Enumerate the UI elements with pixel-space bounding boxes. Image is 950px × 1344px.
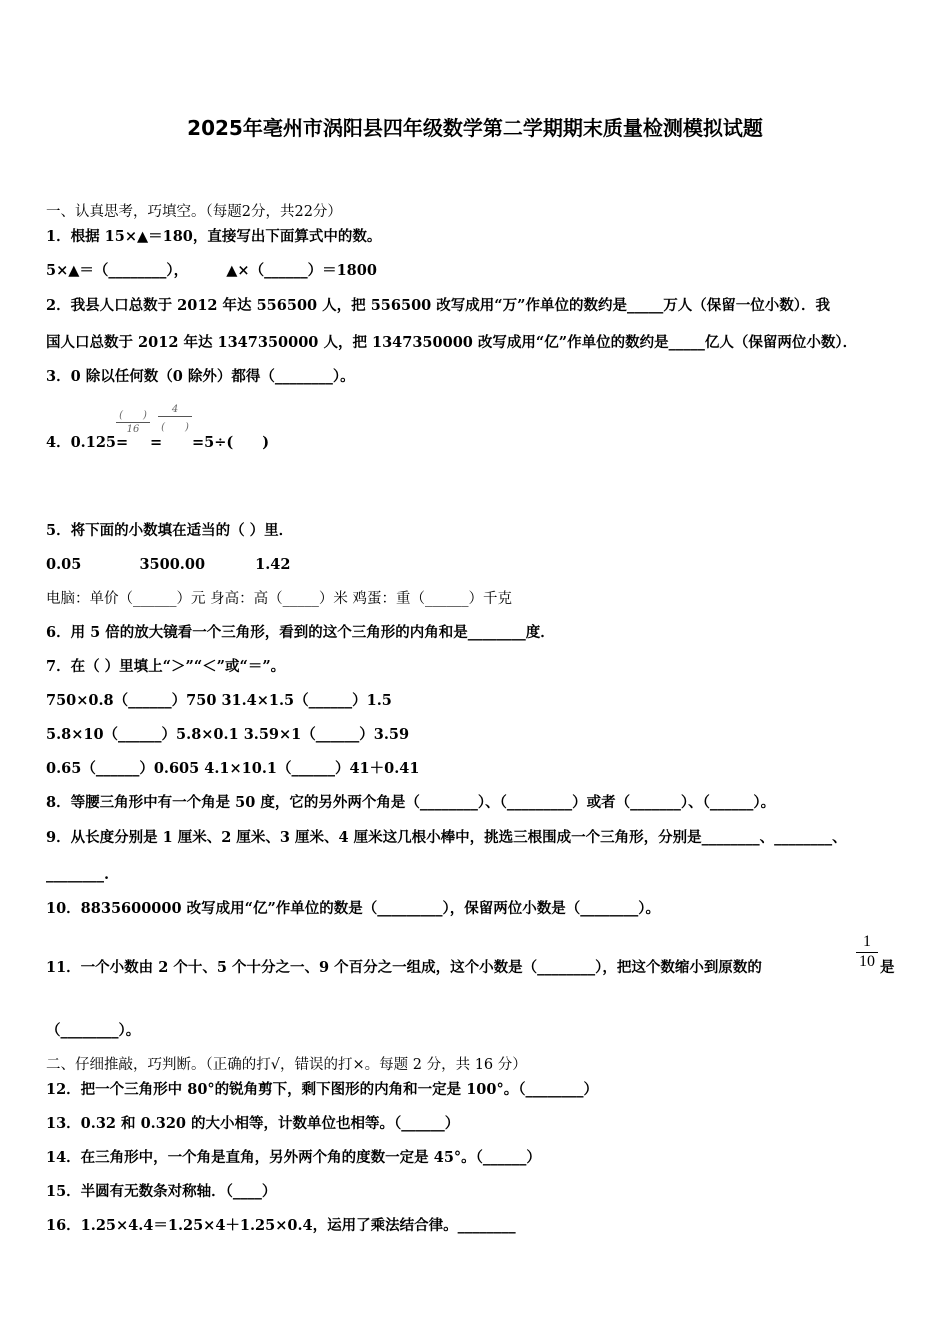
question-4-equals: = <box>150 434 163 451</box>
question-11-line-2: （________）。 <box>46 1022 141 1039</box>
question-1-eq-a: 5×▲＝（________）， <box>46 262 189 279</box>
question-11-line-1: 11．一个小数由 2 个十、5 个十分之一、9 个百分之一组成，这个小数是（________），把这个数缩小到原数的 <box>46 959 762 976</box>
question-3: 3．0 除以任何数（0 除外）都得（________）。 <box>46 368 355 385</box>
fraction-bar <box>158 416 192 417</box>
question-1: 1．根据 15×▲＝180，直接写出下面算式中的数。 <box>46 228 382 245</box>
decimal-2: 3500.00 <box>139 556 206 573</box>
question-5: 5．将下面的小数填在适当的（ ）里． <box>46 522 294 539</box>
fraction-1-numerator: ( ) <box>119 410 147 421</box>
section-1-heading: 一、认真思考，巧填空。（每题2分，共22分） <box>46 204 342 220</box>
question-2-line-2: 国人口总数于 2012 年达 1347350000 人，把 1347350000 改写成用“亿”作单位的数约是_____亿人（保留两位小数）． <box>46 334 858 351</box>
question-4-suffix: =5÷( ) <box>192 434 270 451</box>
question-4-prefix: 4．0.125= <box>46 434 129 451</box>
page-title: 2025年亳州市涡阳县四年级数学第二学期期末质量检测模拟试题 <box>187 116 763 140</box>
triangle-icon: ▲ <box>226 262 238 279</box>
question-7-row-3: 0.65（______）0.605 4.1×10.1（______）41＋0.41 <box>46 760 420 777</box>
question-2-line-1: 2．我县人口总数于 2012 年达 556500 人，把 556500 改写成用“万”作单位的数约是_____万人（保留一位小数）．我 <box>46 297 830 314</box>
question-9-line-1: 9．从长度分别是 1 厘米、2 厘米、3 厘米、4 厘米这几根小棒中，挑选三根围成一个三角形，分别是________、________、 <box>46 829 847 846</box>
question-14: 14．在三角形中，一个角是直角，另外两个角的度数一定是 45°。（______） <box>46 1149 541 1166</box>
question-5-numbers <box>46 555 291 575</box>
question-8: 8．等腰三角形中有一个角是 50 度，它的另外两个角是（________）、（_________）或者（_______）、（______）。 <box>46 794 776 811</box>
question-13: 13．0.32 和 0.320 的大小相等，计数单位也相等。（______） <box>46 1115 460 1132</box>
fraction-1-denominator: 16 <box>126 424 140 435</box>
decimal-1: 0.05 <box>46 556 82 573</box>
question-16: 16．1.25×4.4＝1.25×4＋1.25×0.4，运用了乘法结合律。________ <box>46 1217 516 1234</box>
question-4-fraction-2 <box>158 404 192 433</box>
question-7-row-1: 750×0.8（______）750 31.4×1.5（______）1.5 <box>46 692 392 709</box>
question-12: 12．把一个三角形中 80°的锐角剪下，剩下图形的内角和一定是 100°。（________） <box>46 1081 598 1098</box>
fraction-2-denominator: ( ) <box>161 422 189 433</box>
question-9-line-2: ________. <box>46 866 110 883</box>
question-7-row-2: 5.8×10（______）5.8×0.1 3.59×1（______）3.59 <box>46 726 410 743</box>
question-11-after: 是 <box>880 959 895 976</box>
question-1-equations <box>46 261 377 281</box>
question-7: 7．在（ ）里填上“＞”“＜”或“＝”。 <box>46 658 286 675</box>
fraction-numerator: 1 <box>863 933 871 950</box>
question-5-fill-line: 电脑：单价（______）元 身高：高（_____）米 鸡蛋：重（______）千克 <box>46 591 512 607</box>
question-11-fraction <box>856 934 878 970</box>
section-2-heading: 二、仔细推敲，巧判断。（正确的打√，错误的打×。每题 2 分，共 16 分） <box>46 1057 527 1073</box>
question-10: 10．8835600000 改写成用“亿”作单位的数是（_________），保留两位小数是（________）。 <box>46 900 661 917</box>
decimal-3: 1.42 <box>255 556 291 573</box>
question-15: 15．半圆有无数条对称轴．（____） <box>46 1183 277 1200</box>
question-6: 6．用 5 倍的放大镜看一个三角形，看到的这个三角形的内角和是________度． <box>46 624 555 641</box>
fraction-bar <box>116 422 150 423</box>
fraction-2-numerator: 4 <box>171 404 179 415</box>
question-1-eq-b: ×（______）＝1800 <box>237 262 377 279</box>
question-4-fraction-1 <box>116 406 150 435</box>
fraction-denominator: 10 <box>859 953 875 970</box>
